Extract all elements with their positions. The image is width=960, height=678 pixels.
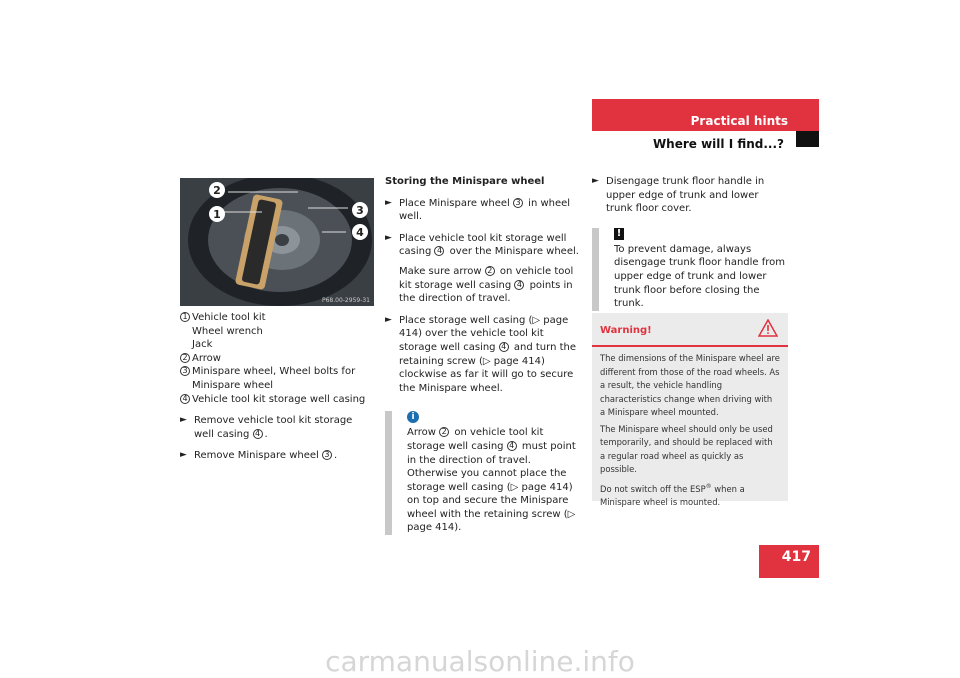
- step-place-casing: ► Place vehicle tool kit storage well casing 4 over the Minispare wheel.: [385, 232, 579, 258]
- figure-code: P68.00-2959-31: [321, 297, 370, 304]
- svg-text:1: 1: [213, 208, 221, 221]
- svg-text:2: 2: [213, 184, 221, 197]
- svg-text:3: 3: [356, 204, 364, 217]
- step-disengage-handle: ► Disengage trunk floor handle in upper edge of trunk and lower trunk floor cover.: [592, 176, 765, 215]
- legend-item: 4 Vehicle tool kit storage well casing: [180, 393, 370, 407]
- step-secure-wheel: ► Place storage well casing (▷ page 414) over the vehicle tool kit storage well casing 4 and turn the retaining screw (▷ page 414) clockwise as far it will go to secure the Minispare wheel.: [385, 314, 577, 394]
- page-number: 417: [781, 549, 811, 565]
- caution-icon: !: [614, 228, 624, 240]
- step-remove-casing: ► Remove vehicle tool kit storage well casing 4 .: [180, 415, 353, 440]
- step-remove-wheel: ► Remove Minispare wheel 3 .: [180, 450, 338, 462]
- column-2: [385, 175, 580, 535]
- callout-3: [352, 202, 368, 218]
- warning-paragraph: Do not switch off the ESP® when a Minispare wheel is mounted.: [600, 482, 745, 507]
- callout-1: [209, 206, 225, 222]
- warning-triangle-icon: [758, 319, 778, 337]
- warning-body: [592, 347, 788, 517]
- callout-4: [352, 224, 368, 240]
- caution-text: To prevent damage, always disengage trunk floor handle from upper edge of trunk and lower trunk floor before closing the trunk.: [614, 243, 786, 310]
- warning-header: [592, 313, 788, 347]
- callout-2: [209, 182, 225, 198]
- heading-storing: Storing the Minispare wheel: [385, 176, 545, 187]
- warning-box: [592, 313, 788, 507]
- column-3: [592, 175, 788, 311]
- caution-box: [592, 228, 788, 311]
- legend-item: 3 Minispare wheel, Wheel bolts for: [180, 365, 370, 379]
- info-text: Arrow 2 on vehicle tool kit storage well casing 4 must point in the direction of travel. Otherwise you cannot place the storage well casing (▷ page 414) on top and secure the Minispare wheel with the retaining screw (▷ page 414).: [407, 427, 576, 534]
- warning-paragraph: The dimensions of the Minispare wheel are different from those of the road wheels. As a result, the vehicle handling characteristics change when driving with a Minispare wheel mounted.: [600, 353, 780, 417]
- legend-item: 1 Vehicle tool kit: [180, 311, 370, 325]
- warning-paragraph: The Minispare wheel should only be used temporarily, and should be replaced with a regular road wheel as quickly as possible.: [600, 423, 773, 474]
- watermark: carmanualsonline.info: [325, 645, 635, 678]
- legend-item: 2 Arrow: [180, 352, 370, 366]
- header-marker: [796, 131, 819, 147]
- column-1: [180, 311, 370, 463]
- page-number-box: [759, 545, 819, 578]
- subsection-title: Where will I find...?: [652, 137, 784, 151]
- info-box: [385, 411, 580, 535]
- minispare-wheel-photo: [180, 178, 374, 306]
- info-icon: i: [407, 411, 419, 423]
- warning-title: Warning!: [600, 325, 652, 336]
- step-place-wheel: ► Place Minispare wheel 3 in wheel well.: [385, 197, 571, 223]
- note-arrow-direction: Make sure arrow 2 on vehicle tool kit storage well casing 4 points in the direction of travel.: [399, 265, 574, 305]
- section-title: Practical hints: [690, 114, 788, 128]
- figure-legend: 1 Vehicle tool kit Wheel wrench Jack 2 Arrow 3 Minispare wheel, Wheel bolts for Minispare wheel 4 Vehicle tool kit storage well casing: [180, 311, 370, 406]
- svg-text:4: 4: [356, 226, 364, 239]
